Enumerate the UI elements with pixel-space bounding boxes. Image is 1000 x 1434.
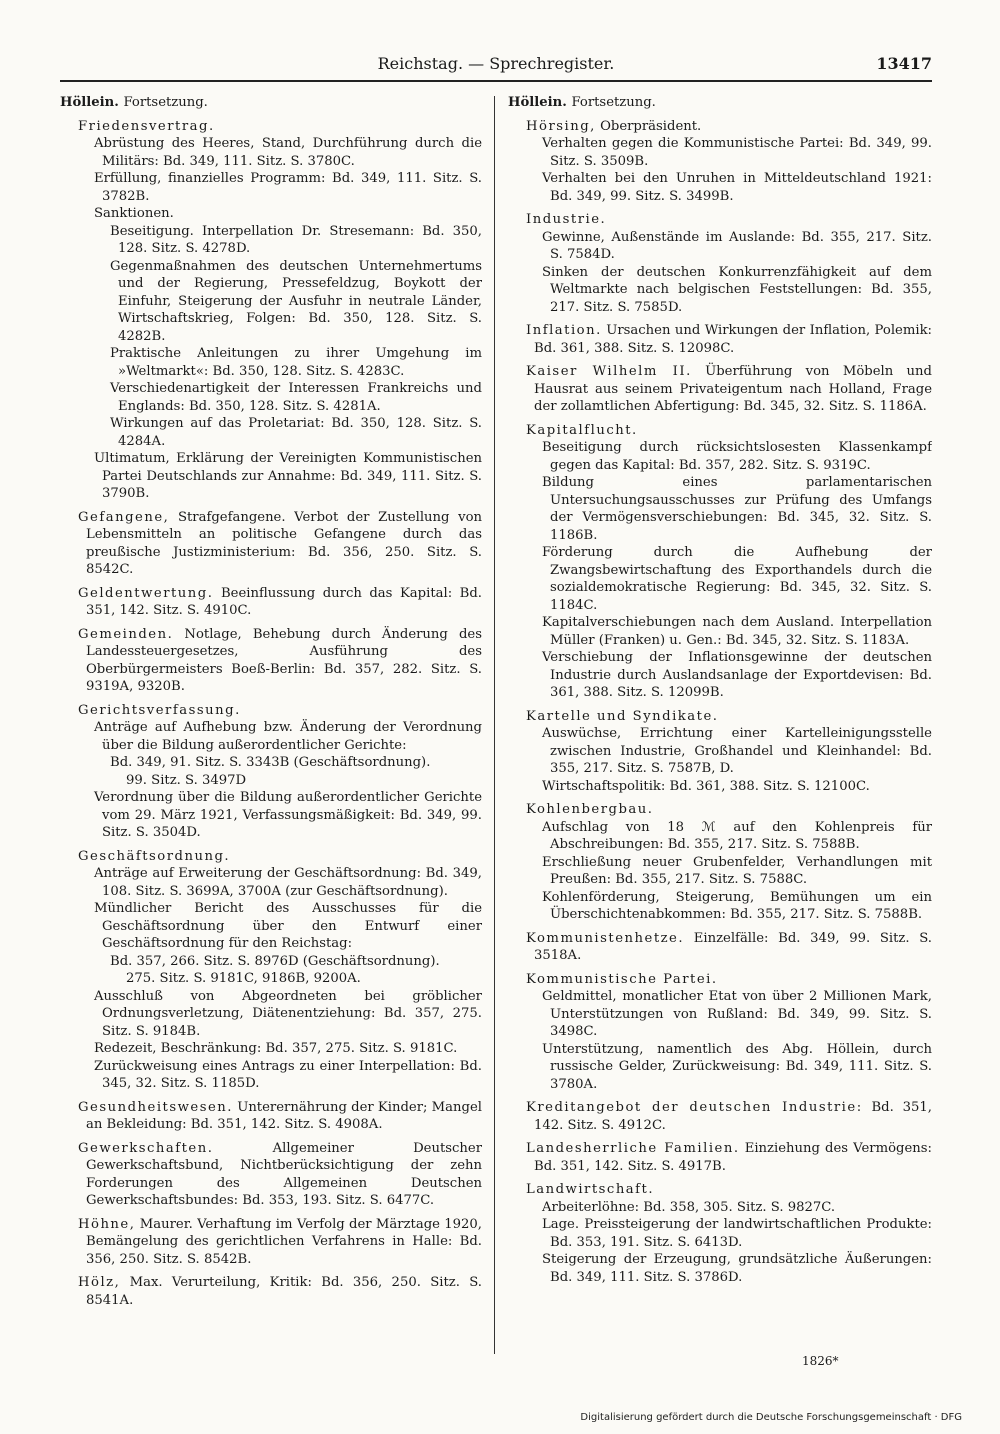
entry-keyword: Kartelle und Syndikate. xyxy=(526,708,719,724)
entry-text: 99. Sitz. S. 3497D xyxy=(126,772,247,788)
entry-line xyxy=(508,544,932,614)
entry-line xyxy=(60,1099,482,1134)
entry-line xyxy=(508,322,932,357)
entry-keyword: Höhne, xyxy=(78,1216,136,1232)
entry-text: Aufschlag von 18 ℳ auf den Kohlenpreis für Abschreibungen: Bd. 355, 217. Sitz. S. 7588B. xyxy=(542,819,932,852)
entry-line xyxy=(60,702,482,720)
entry-text: Kohlenförderung, Steigerung, Bemühungen um ein Überschichtenabkommen: Bd. 355, 217. Sitz. S. 7588B. xyxy=(542,889,932,922)
entry-text: Praktische Anleitungen zu ihrer Umgehung im »Weltmarkt«: Bd. 350, 128. Sitz. S. 4283C. xyxy=(110,346,482,379)
entry-text: Arbeiterlöhne: Bd. 358, 305. Sitz. S. 9827C. xyxy=(542,1199,836,1215)
index-entry xyxy=(60,626,482,696)
column-heading xyxy=(60,94,482,112)
entry-text: Gewinne, Außenstände im Auslande: Bd. 355, 217. Sitz. S. 7584D. xyxy=(542,229,932,262)
entry-text: Allgemeiner Deutscher Gewerkschaftsbund, Nichtberücksichtigung der zehn Forderungen des Allgemeinen Deutschen Gewerkschaftsbundes: Bd. 353, 193. Sitz. S. 6477C. xyxy=(86,1140,482,1208)
entry-text: Steigerung der Erzeugung, grundsätzliche Äußerungen: Bd. 349, 111. Sitz. S. 3786D. xyxy=(542,1252,932,1285)
entry-line xyxy=(508,264,932,317)
index-entry xyxy=(508,211,932,316)
entry-keyword: Kommunistenhetze. xyxy=(526,930,685,946)
entry-text: Verhalten bei den Unruhen in Mitteldeutschland 1921: Bd. 349, 99. Sitz. S. 3499B. xyxy=(542,171,932,204)
entry-text: Förderung durch die Aufhebung der Zwangsbewirtschaftung des Exporthandels durch die sozialdemokratische Regierung: Bd. 345, 32. Sitz. S. 1184C. xyxy=(542,545,932,613)
entry-keyword: Inflation. xyxy=(526,323,602,338)
entry-line xyxy=(60,450,482,503)
entry-text: Gegenmaßnahmen des deutschen Unternehmertums und der Regierung, Pressefeldzug, Boykott der Einfuhr, Steigerung der Ausfuhr in neutrale Länder, Wirtschaftskrieg, Folgen: Bd. 350, 128. Sitz. S. 4282B. xyxy=(110,258,482,344)
entry-line xyxy=(508,1140,932,1175)
entry-line xyxy=(60,953,482,971)
entry-text: Verschiedenartigkeit der Interessen Frankreichs und Englands: Bd. 350, 128. Sitz. S. 4281A. xyxy=(110,381,482,414)
entry-line xyxy=(60,380,482,415)
index-entry xyxy=(60,509,482,579)
entry-text: Ultimatum, Erklärung der Vereinigten Kommunistischen Partei Deutschlands zur Annahme: Bd. 349, 111. Sitz. S. 3790B. xyxy=(94,451,482,501)
heading-continuation: Fortsetzung. xyxy=(571,95,656,110)
entry-text: Unterernährung der Kinder; Mangel an Bekleidung: Bd. 351, 142. Sitz. S. 4908A. xyxy=(86,1099,482,1132)
index-entry xyxy=(508,708,932,796)
page-number: 13417 xyxy=(876,54,932,73)
entry-text: Einziehung des Vermögens: Bd. 351, 142. Sitz. S. 4917B. xyxy=(534,1141,932,1174)
entry-text: Strafgefangene. Verbot der Zustellung von Lebensmitteln an politische Gefangene durch das preußische Justizministerium: Bd. 356, 250. Sitz. S. 8542C. xyxy=(86,509,482,577)
entry-line xyxy=(508,118,932,136)
entry-text: Abrüstung des Heeres, Stand, Durchführung durch die Militärs: Bd. 349, 111. Sitz. S. 3780C. xyxy=(94,136,482,169)
entry-line xyxy=(508,229,932,264)
entry-line xyxy=(60,585,482,620)
entry-line xyxy=(60,345,482,380)
index-entry xyxy=(508,1140,932,1175)
entry-line xyxy=(60,258,482,346)
entry-text: Sinken der deutschen Konkurrenzfähigkeit auf dem Weltmarkte nach belgischen Feststellungen: Bd. 355, 217. Sitz. S. 7585D. xyxy=(542,264,932,315)
entry-text: Notlage, Behebung durch Änderung des Landessteuergesetzes, Ausführung des Oberbürgermeisters Boeß-Berlin: Bd. 357, 282. Sitz. S. 9319A, 9320B. xyxy=(86,626,482,694)
index-entry xyxy=(508,1181,932,1286)
entry-text: Erschließung neuer Grubenfelder, Verhandlungen mit Preußen: Bd. 355, 217. Sitz. S. 7588C. xyxy=(542,854,932,887)
entry-line xyxy=(508,889,932,924)
entry-keyword: Gemeinden. xyxy=(78,626,174,642)
entry-line xyxy=(508,1216,932,1251)
entry-line xyxy=(508,135,932,170)
entry-line xyxy=(60,509,482,579)
entry-text: Anträge auf Erweiterung der Geschäftsordnung: Bd. 349, 108. Sitz. S. 3699A, 3700A (zur Geschäftsordnung). xyxy=(94,866,482,899)
entry-text: Beeinflussung durch das Kapital: Bd. 351, 142. Sitz. S. 4910C. xyxy=(86,585,482,618)
entry-text: Geldmittel, monatlicher Etat von über 2 Millionen Mark, Unterstützungen von Rußland: Bd. 349, 99. Sitz. S. 3498C. xyxy=(542,989,932,1039)
index-entry xyxy=(60,118,482,503)
entry-text: Wirkungen auf das Proletariat: Bd. 350, 128. Sitz. S. 4284A. xyxy=(110,416,482,449)
entry-keyword: Kohlenbergbau. xyxy=(526,802,654,817)
entry-text: Auswüchse, Errichtung einer Kartelleinigungsstelle zwischen Industrie, Großhandel und Kleinhandel: Bd. 355, 217. Sitz. S. 7587B, D. xyxy=(542,726,932,776)
entry-keyword: Hörsing, xyxy=(526,118,596,134)
entry-list xyxy=(508,118,932,1287)
entry-line xyxy=(508,930,932,965)
entry-line xyxy=(60,1040,482,1058)
entry-line xyxy=(508,363,932,416)
column-divider xyxy=(494,96,495,1354)
heading-continuation: Fortsetzung. xyxy=(123,95,208,110)
entry-keyword: Gerichtsverfassung. xyxy=(78,702,241,718)
entry-line xyxy=(60,865,482,900)
left-column xyxy=(60,94,482,1364)
entry-line xyxy=(508,1199,932,1217)
entry-line xyxy=(60,789,482,842)
column-heading xyxy=(508,94,932,112)
entry-line xyxy=(60,170,482,205)
entry-line xyxy=(60,118,482,136)
entry-line xyxy=(508,708,932,726)
entry-text: Zurückweisung eines Antrags zu einer Interpellation: Bd. 345, 32. Sitz. S. 1185D. xyxy=(94,1058,482,1091)
entry-text: Kapitalverschiebungen nach dem Ausland. Interpellation Müller (Franken) u. Gen.: Bd. 345, 32. Sitz. S. 1183A. xyxy=(542,615,932,648)
header-rule xyxy=(60,80,932,82)
index-entry xyxy=(508,1099,932,1134)
entry-line xyxy=(60,988,482,1041)
index-entry xyxy=(60,585,482,620)
entry-text: Oberpräsident. xyxy=(600,118,702,134)
entry-keyword: Kreditangebot der deutschen Industrie: xyxy=(526,1100,863,1115)
entry-line xyxy=(508,801,932,819)
entry-keyword: Landwirtschaft. xyxy=(526,1182,655,1197)
entry-line xyxy=(60,900,482,953)
heading-name: Höllein. xyxy=(60,95,119,110)
digitization-credit: Digitalisierung gefördert durch die Deutsche Forschungsgemeinschaft · DFG xyxy=(580,1412,962,1423)
entry-text: Beseitigung. Interpellation Dr. Stresemann: Bd. 350, 128. Sitz. S. 4278D. xyxy=(110,223,482,256)
heading-name: Höllein. xyxy=(508,95,567,110)
entry-keyword: Geldentwertung. xyxy=(78,585,214,601)
entry-line xyxy=(508,971,932,989)
entry-line xyxy=(60,205,482,223)
entry-keyword: Friedensvertrag. xyxy=(78,118,215,134)
entry-keyword: Gewerkschaften. xyxy=(78,1140,214,1156)
entry-text: Bd. 349, 91. Sitz. S. 3343B (Geschäftsordnung). xyxy=(110,755,431,770)
index-entry xyxy=(60,1216,482,1269)
entry-text: 275. Sitz. S. 9181C, 9186B, 9200A. xyxy=(126,971,361,986)
entry-text: Beseitigung durch rücksichtslosesten Klassenkampf gegen das Kapital: Bd. 357, 282. Sitz. S. 9319C. xyxy=(542,440,932,473)
entry-text: Bildung eines parlamentarischen Untersuchungsausschusses zur Prüfung des Umfangs der Vermögensverschiebungen: Bd. 345, 32. Sitz. S. 1186B. xyxy=(542,475,932,543)
entry-line xyxy=(60,848,482,866)
entry-line xyxy=(508,1041,932,1094)
entry-text: Einzelfälle: Bd. 349, 99. Sitz. S. 3518A. xyxy=(534,930,932,963)
entry-line xyxy=(60,1140,482,1210)
entry-line xyxy=(60,1274,482,1309)
entry-line xyxy=(60,719,482,754)
entry-line xyxy=(508,1099,932,1134)
entry-line xyxy=(508,649,932,702)
entry-text: Verschiebung der Inflationsgewinne der deutschen Industrie durch Auslandsanlage der Exportdevisen: Bd. 361, 388. Sitz. S. 12099B. xyxy=(542,650,932,700)
entry-text: Unterstützung, namentlich des Abg. Höllein, durch russische Gelder, Zurückweisung: Bd. 349, 111. Sitz. S. 3780A. xyxy=(542,1041,932,1092)
entry-line xyxy=(60,415,482,450)
entry-text: Ursachen und Wirkungen der Inflation, Polemik: Bd. 361, 388. Sitz. S. 12098C. xyxy=(534,323,932,356)
entry-line xyxy=(508,725,932,778)
entry-line xyxy=(508,854,932,889)
entry-keyword: Industrie. xyxy=(526,212,607,227)
entry-line xyxy=(508,170,932,205)
entry-line xyxy=(60,135,482,170)
entry-line xyxy=(508,778,932,796)
index-entry xyxy=(60,1274,482,1309)
entry-line xyxy=(508,474,932,544)
index-entry xyxy=(508,322,932,357)
index-entry xyxy=(508,930,932,965)
entry-text: Verhalten gegen die Kommunistische Partei: Bd. 349, 99. Sitz. S. 3509B. xyxy=(542,136,932,169)
index-entry xyxy=(60,1099,482,1134)
entry-line xyxy=(60,754,482,772)
entry-line xyxy=(508,1181,932,1199)
entry-line xyxy=(60,626,482,696)
entry-text: Überführung von Möbeln und Hausrat aus seinem Privateigentum nach Holland, Frage der zollamtlichen Abfertigung: Bd. 345, 32. Sitz. S. 1186A. xyxy=(534,364,932,414)
index-entry xyxy=(60,702,482,842)
entry-keyword: Kapitalflucht. xyxy=(526,422,638,438)
entry-line xyxy=(508,614,932,649)
entry-text: Mündlicher Bericht des Ausschusses für die Geschäftsordnung über den Entwurf einer Geschäftsordnung für den Reichstag: xyxy=(94,901,482,951)
entry-line xyxy=(60,223,482,258)
entry-keyword: Gefangene, xyxy=(78,509,170,525)
entry-text: Anträge auf Aufhebung bzw. Änderung der Verordnung über die Bildung außerordentlicher Gerichte: xyxy=(94,720,482,753)
entry-text: Bd. 351, 142. Sitz. S. 4912C. xyxy=(534,1100,932,1133)
entry-line xyxy=(508,819,932,854)
entry-text: Max. Verurteilung, Kritik: Bd. 356, 250. Sitz. S. 8541A. xyxy=(86,1275,482,1308)
entry-text: Lage. Preissteigerung der landwirtschaftlichen Produkte: Bd. 353, 191. Sitz. S. 6413D. xyxy=(542,1217,932,1250)
entry-line xyxy=(508,439,932,474)
index-entry xyxy=(508,422,932,702)
entry-text: Verordnung über die Bildung außerordentlicher Gerichte vom 29. März 1921, Verfassungsmäßigkeit: Bd. 349, 99. Sitz. S. 3504D. xyxy=(94,790,482,840)
entry-text: Maurer. Verhaftung im Verfolg der Märztage 1920, Bemängelung des gerichtlichen Verfahrens in Halle: Bd. 356, 250. Sitz. S. 8542B. xyxy=(86,1216,482,1267)
index-entry xyxy=(508,363,932,416)
entry-keyword: Landesherrliche Familien. xyxy=(526,1141,740,1156)
entry-line xyxy=(508,211,932,229)
entry-line xyxy=(60,970,482,988)
entry-line xyxy=(60,1216,482,1269)
entry-text: Ausschluß von Abgeordneten bei gröblicher Ordnungsverletzung, Diätenentziehung: Bd. 357, 275. Sitz. S. 9184B. xyxy=(94,988,482,1039)
index-entry xyxy=(508,118,932,206)
entry-keyword: Kaiser Wilhelm II. xyxy=(526,364,692,379)
entry-line xyxy=(508,422,932,440)
entry-text: Wirtschaftspolitik: Bd. 361, 388. Sitz. S. 12100C. xyxy=(542,778,870,794)
entry-text: Bd. 357, 266. Sitz. S. 8976D (Geschäftsordnung). xyxy=(110,953,440,969)
entry-line xyxy=(508,988,932,1041)
entry-keyword: Hölz, xyxy=(78,1275,121,1290)
running-title: Reichstag. — Sprechregister. xyxy=(377,54,615,73)
entry-text: Erfüllung, finanzielles Programm: Bd. 349, 111. Sitz. S. 3782B. xyxy=(94,171,482,204)
page-header xyxy=(60,52,932,80)
entry-keyword: Kommunistische Partei. xyxy=(526,971,718,987)
entry-text: Sanktionen. xyxy=(94,206,174,221)
entry-line xyxy=(508,1251,932,1286)
signature-mark: 1826* xyxy=(802,1354,839,1368)
entry-line xyxy=(60,1058,482,1093)
entry-list xyxy=(60,118,482,1310)
index-entry xyxy=(508,971,932,1094)
entry-keyword: Geschäftsordnung. xyxy=(78,848,231,864)
index-entry xyxy=(508,801,932,924)
right-column xyxy=(508,94,932,1364)
index-entry xyxy=(60,848,482,1093)
entry-text: Redezeit, Beschränkung: Bd. 357, 275. Sitz. S. 9181C. xyxy=(94,1041,458,1056)
index-entry xyxy=(60,1140,482,1210)
entry-line xyxy=(60,772,482,790)
entry-keyword: Gesundheitswesen. xyxy=(78,1099,233,1115)
